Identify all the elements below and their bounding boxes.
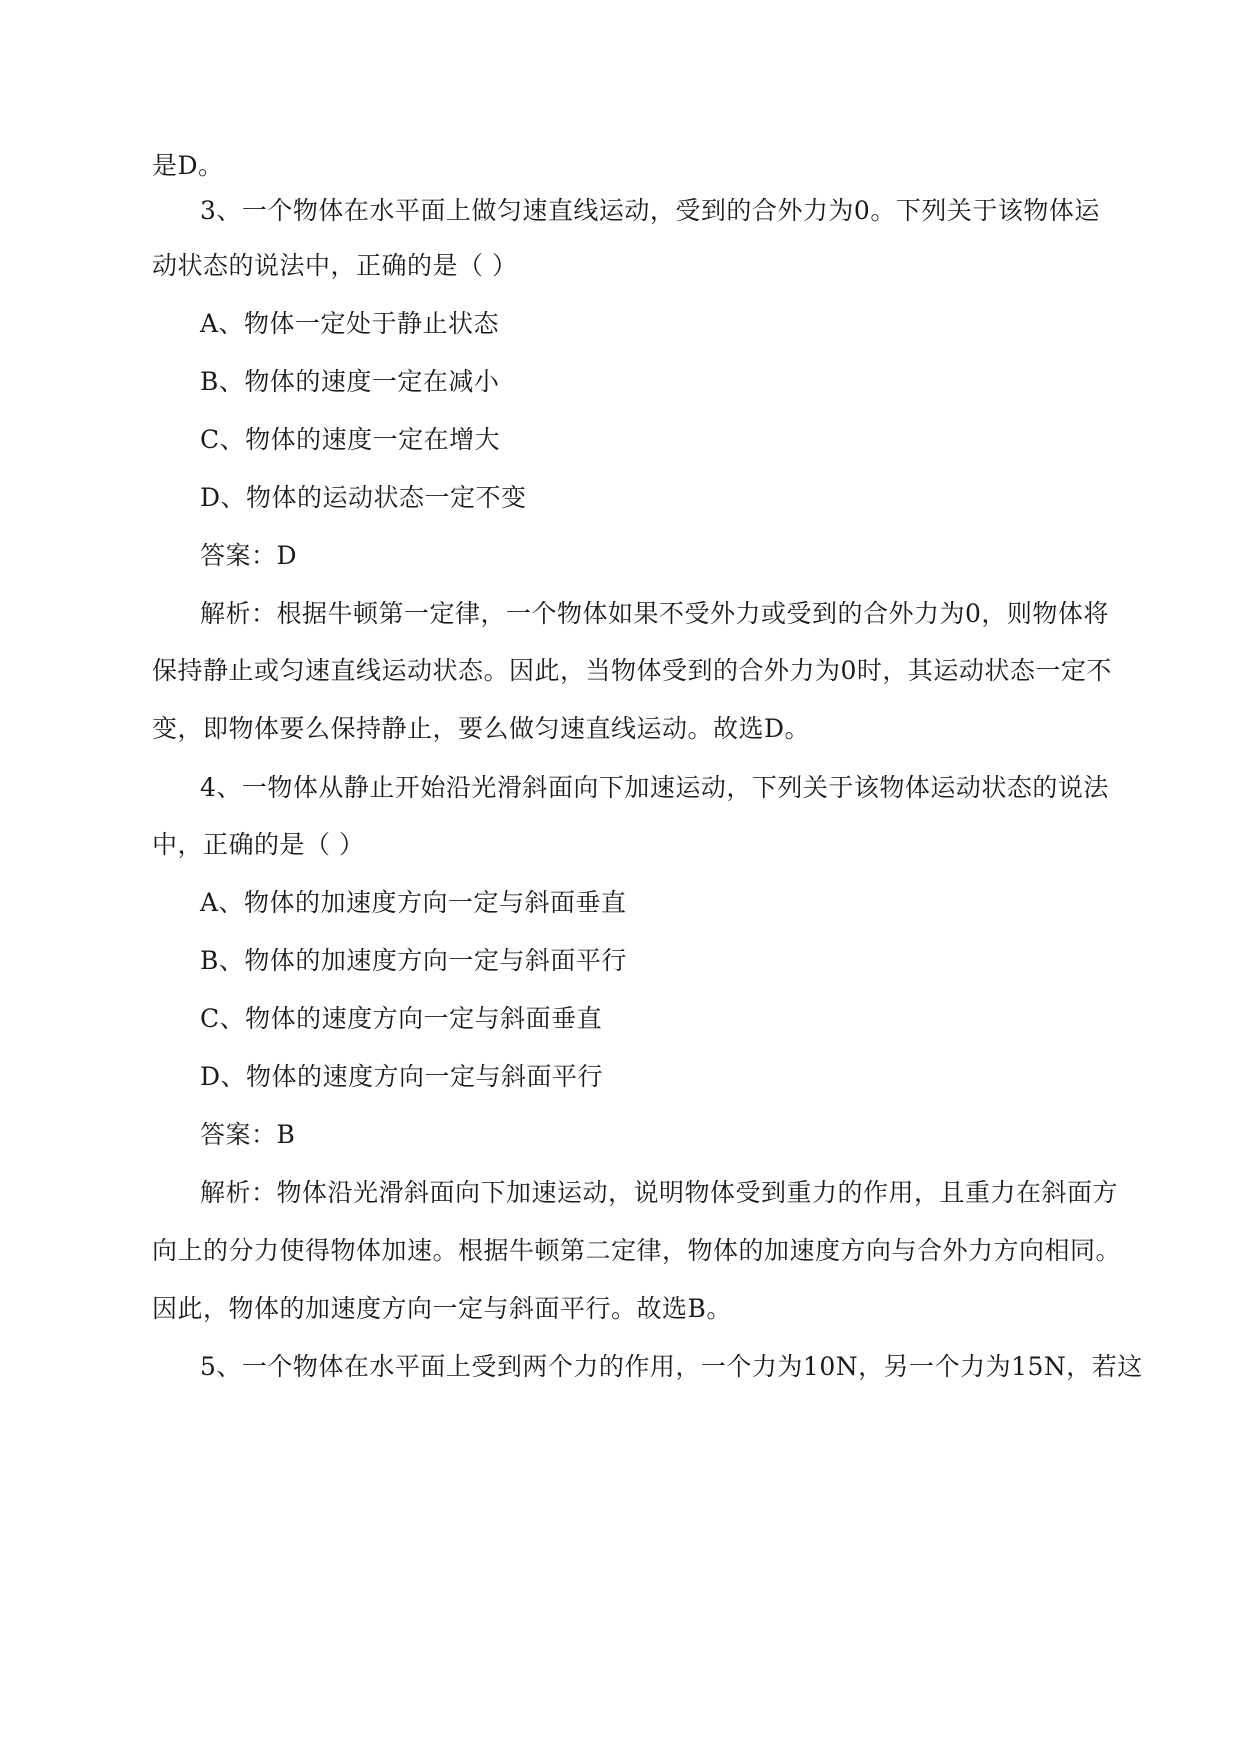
question-3-stem-line-2: 动状态的说法中，正确的是（ ） bbox=[152, 251, 518, 280]
question-3-stem-line-1: 3、一个物体在水平面上做匀速直线运动，受到的合外力为0。下列关于该物体运 bbox=[200, 196, 1100, 225]
question-3-option-c: C、物体的速度一定在增大 bbox=[200, 425, 501, 454]
question-3-option-a: A、物体一定处于静止状态 bbox=[200, 309, 500, 338]
question-3-answer: 答案：D bbox=[200, 541, 298, 570]
question-4-option-c: C、物体的速度方向一定与斜面垂直 bbox=[200, 1004, 603, 1033]
question-4-explanation-line-2: 向上的分力使得物体加速。根据牛顿第二定律，物体的加速度方向与合外力方向相同。 bbox=[152, 1236, 1122, 1265]
question-3-explanation-line-2: 保持静止或匀速直线运动状态。因此，当物体受到的合外力为0时，其运动状态一定不 bbox=[152, 656, 1112, 685]
question-4-option-d: D、物体的速度方向一定与斜面平行 bbox=[200, 1062, 604, 1091]
question-5-stem-line-1: 5、一个物体在水平面上受到两个力的作用，一个力为10N，另一个力为15N，若这 bbox=[200, 1352, 1143, 1381]
question-3-option-b: B、物体的速度一定在减小 bbox=[200, 367, 500, 396]
question-4-answer: 答案：B bbox=[200, 1120, 296, 1149]
question-3-explanation-line-1: 解析：根据牛顿第一定律，一个物体如果不受外力或受到的合外力为0，则物体将 bbox=[200, 599, 1109, 628]
question-3-option-d: D、物体的运动状态一定不变 bbox=[200, 483, 527, 512]
question-4-stem-line-2: 中，正确的是（ ） bbox=[152, 830, 365, 859]
text-line-q2-conclusion: 是D。 bbox=[152, 151, 224, 180]
question-4-explanation-line-3: 因此，物体的加速度方向一定与斜面平行。故选B。 bbox=[152, 1294, 732, 1323]
question-4-stem-line-1: 4、一物体从静止开始沿光滑斜面向下加速运动，下列关于该物体运动状态的说法 bbox=[200, 773, 1109, 802]
question-3-explanation-line-3: 变，即物体要么保持静止，要么做匀速直线运动。故选D。 bbox=[152, 714, 811, 743]
question-4-option-a: A、物体的加速度方向一定与斜面垂直 bbox=[200, 888, 627, 917]
question-4-explanation-line-1: 解析：物体沿光滑斜面向下加速运动，说明物体受到重力的作用，且重力在斜面方 bbox=[200, 1178, 1119, 1207]
question-4-option-b: B、物体的加速度方向一定与斜面平行 bbox=[200, 946, 627, 975]
